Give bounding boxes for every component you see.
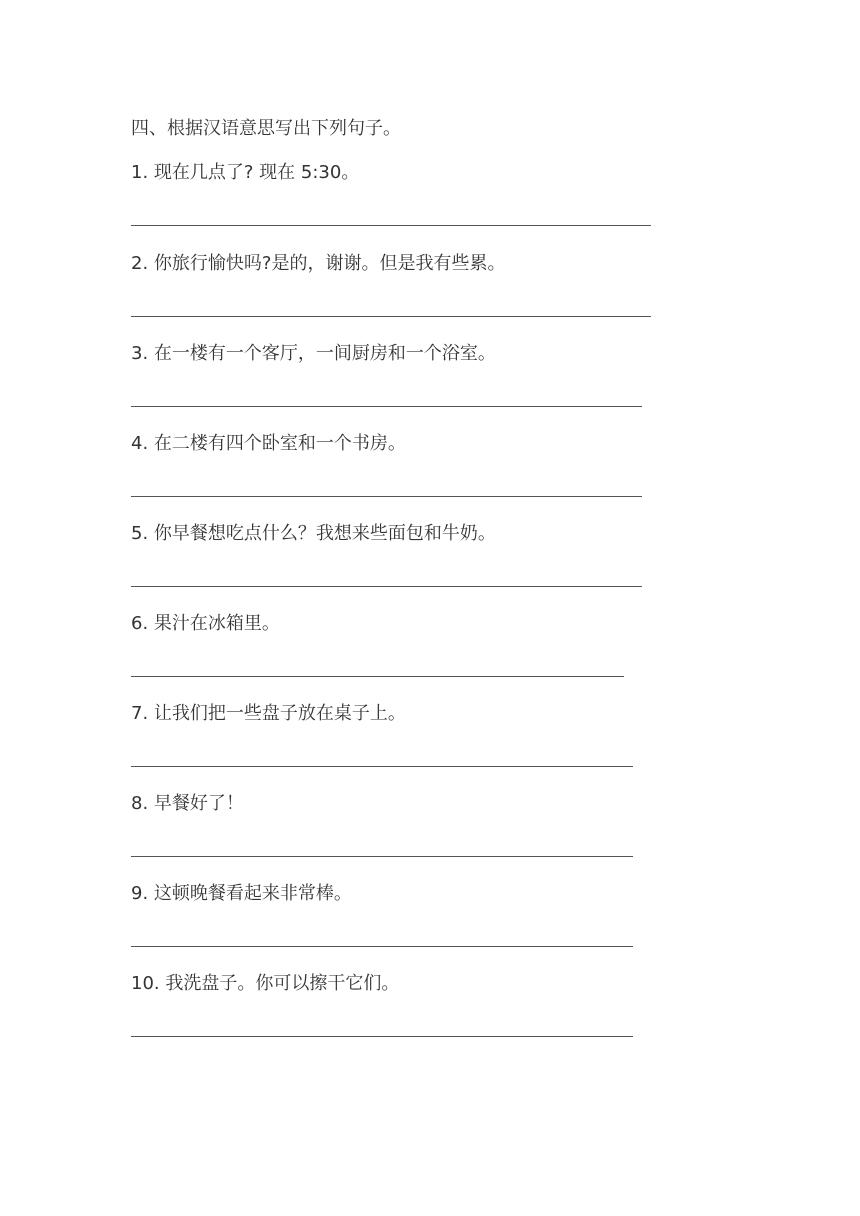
answer-line[interactable]	[131, 586, 642, 587]
answer-line[interactable]	[131, 496, 642, 497]
question-item	[131, 160, 731, 186]
question-item	[131, 701, 731, 727]
answer-line[interactable]	[131, 766, 633, 767]
question-text: 1. 现在几点了? 现在 5:30。	[131, 162, 360, 183]
question-item	[131, 611, 731, 637]
answer-line[interactable]	[131, 676, 624, 677]
question-text: 3. 在一楼有一个客厅，一间厨房和一个浴室。	[131, 343, 496, 364]
question-text: 6. 果汁在冰箱里。	[131, 613, 280, 634]
question-text: 9. 这顿晚餐看起来非常棒。	[131, 883, 352, 904]
answer-line[interactable]	[131, 946, 633, 947]
question-item	[131, 521, 731, 547]
question-item	[131, 251, 731, 277]
answer-line[interactable]	[131, 316, 651, 317]
question-text: 8. 早餐好了！	[131, 793, 244, 814]
answer-line[interactable]	[131, 225, 651, 226]
question-item	[131, 971, 731, 997]
question-item	[131, 791, 731, 817]
question-text: 4. 在二楼有四个卧室和一个书房。	[131, 433, 406, 454]
answer-line[interactable]	[131, 1036, 633, 1037]
question-text: 10. 我洗盘子。你可以擦干它们。	[131, 973, 400, 994]
answer-line[interactable]	[131, 856, 633, 857]
question-text: 5. 你早餐想吃点什么？我想来些面包和牛奶。	[131, 523, 496, 544]
question-item	[131, 341, 731, 367]
answer-line[interactable]	[131, 406, 642, 407]
question-text: 7. 让我们把一些盘子放在桌子上。	[131, 703, 406, 724]
question-item	[131, 881, 731, 907]
section-title: 四、根据汉语意思写出下列句子。	[131, 118, 401, 139]
question-text: 2. 你旅行愉快吗?是的，谢谢。但是我有些累。	[131, 253, 506, 274]
question-item	[131, 431, 731, 457]
